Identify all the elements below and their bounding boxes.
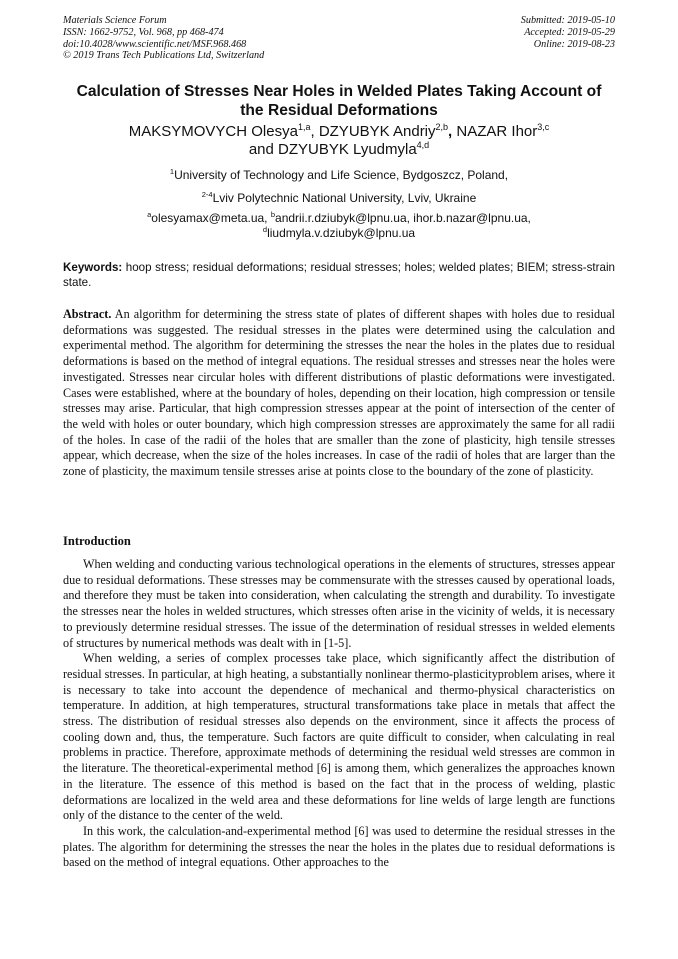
author-separator: , <box>448 123 457 140</box>
author-list <box>63 123 615 159</box>
author-affiliation-mark: 2,b <box>435 122 449 132</box>
paragraph: In this work, the calculation-and-experimental method [6] was used to determine the residual stresses in the plates. The algorithm for determining the stresses the near the holes in the plates due to residual deformations is based on the method of integral equations. Other approaches to the <box>63 823 615 870</box>
author-affiliation-mark: 3,c <box>537 122 550 132</box>
keywords-label: Keywords: <box>63 261 123 274</box>
submission-dates <box>521 15 615 50</box>
keywords-text: hoop stress; residual deformations; residual stresses; holes; welded plates; BIEM; stress-strain state. <box>63 261 615 289</box>
email-text: olesyamax@meta.ua, <box>151 211 271 225</box>
email-mark: b <box>270 210 276 219</box>
author-separator: and <box>248 141 279 158</box>
abstract <box>63 307 615 480</box>
email-text: andrii.r.dziubyk@lpnu.ua, <box>275 211 414 225</box>
author-name: DZYUBYK Lyudmyla <box>278 141 417 158</box>
email-text: liudmyla.v.dziubyk@lpnu.ua <box>267 226 416 240</box>
author-separator: , <box>310 123 319 140</box>
affiliation-mark: 2-4 <box>201 190 213 199</box>
journal-doi: doi:10.4028/www.scientific.net/MSF.968.468 <box>63 38 247 50</box>
journal-info <box>63 15 264 62</box>
journal-copyright: © 2019 Trans Tech Publications Ltd, Switzerland <box>63 50 265 62</box>
affiliation <box>63 191 615 206</box>
affiliation-text: Lviv Polytechnic National University, Lviv, Ukraine <box>212 191 477 205</box>
abstract-text: An algorithm for determining the stress state of plates of different shapes with holes due to residual deformations was suggested. The residual stresses in the plates were determined using the calculation and experimental method. The algorithm for determining the stresses the near the holes in the plates due to residual deformations is based on the method of integral equations. The residual stresses and stresses near the holes were investigated. Stresses near circular holes with different distributions of plastic deformations were investigated. Cases were established, where at the boundary of holes, depending on their location, high compression or tensile stresses may arise. Particular, that high compression stresses appear at the point of intersection of the center of the weld with holes or outer boundary, which high compression stresses are approximately the same for all radii of the holes. In case of the radii of the holes that are smaller than the zone of plasticity, high tensile stresses appear, which decrease, when the size of the holes increases. In case of the radii of holes that are larger than the zone of plasticity, the maximum tensile stresses arise at points close to the boundary of the zone of plasticity. <box>63 307 616 479</box>
affiliation-mark: 1 <box>169 167 175 176</box>
online-date: Online: 2019-08-23 <box>533 38 615 50</box>
paragraph: When welding and conducting various technological operations in the elements of structures, stresses appear due to residual deformations. These stresses may be commensurate with the stresses caused by operational loads, and therefore they must be taken into consideration, when calculating the strength and durability. To investigate the stresses near the holes in welded structures, which stresses often arise in the vicinity of welds, it is necessary to previously determine residual stresses. The issue of the determination of residual stresses in welded elements of structures by numerical methods was dealt with in [1-5]. <box>63 557 615 650</box>
introduction-body <box>63 557 615 871</box>
author-affiliation-mark: 4,d <box>416 140 430 150</box>
paper-title: Calculation of Stresses Near Holes in Welded Plates Taking Account of the Residual Deformations <box>76 83 602 119</box>
abstract-label: Abstract. <box>63 307 112 321</box>
journal-name: Materials Science Forum <box>63 15 167 26</box>
section-heading: Introduction <box>63 534 131 548</box>
author-emails <box>63 211 615 241</box>
author-name: DZYUBYK Andriy <box>318 123 436 140</box>
submitted-date: Submitted: 2019-05-10 <box>520 15 615 26</box>
author-affiliation-mark: 1,a <box>297 122 311 132</box>
affiliation <box>63 168 615 183</box>
journal-issn: ISSN: 1662-9752, Vol. 968, pp 468-474 <box>63 26 224 38</box>
accepted-date: Accepted: 2019-05-29 <box>524 26 615 38</box>
author-name: MAKSYMOVYCH Olesya <box>128 123 298 140</box>
email-text: ihor.b.nazar@lpnu.ua, <box>413 211 531 225</box>
email-mark: a <box>147 210 152 219</box>
author-name: NAZAR Ihor <box>456 123 538 140</box>
paragraph: When welding, a series of complex processes take place, which significantly affect the distribution of residual stresses. In particular, at high heating, a substantially nonlinear thermo-plasticityproblem arises, where it is necessary to take into account the dependence of mechanical and thermo-physical characteristics on temperature. In addition, at high temperatures, structural transformations take place in metals that affect the stress. The distribution of residual stresses also depends on the environment, since it affects the process of cooling down and, thus, the temperature. Such factors are quite difficult to consider, when calculating in real problems in practice. Therefore, approximate methods of determining the residual weld stresses are common in the literature. The theoretical-experimental method [6] is among them, which generalizes the approaches known in the literature. The essence of this method is based on the fact that in the process of welding, plastic deformations are localized in the weld area and these deformations for line welds of large length are functions only of the distance to the center of the weld. <box>63 651 615 823</box>
email-mark: d <box>262 225 268 234</box>
keywords <box>63 260 615 290</box>
affiliation-text: University of Technology and Life Science, Bydgoszcz, Poland, <box>174 168 509 182</box>
